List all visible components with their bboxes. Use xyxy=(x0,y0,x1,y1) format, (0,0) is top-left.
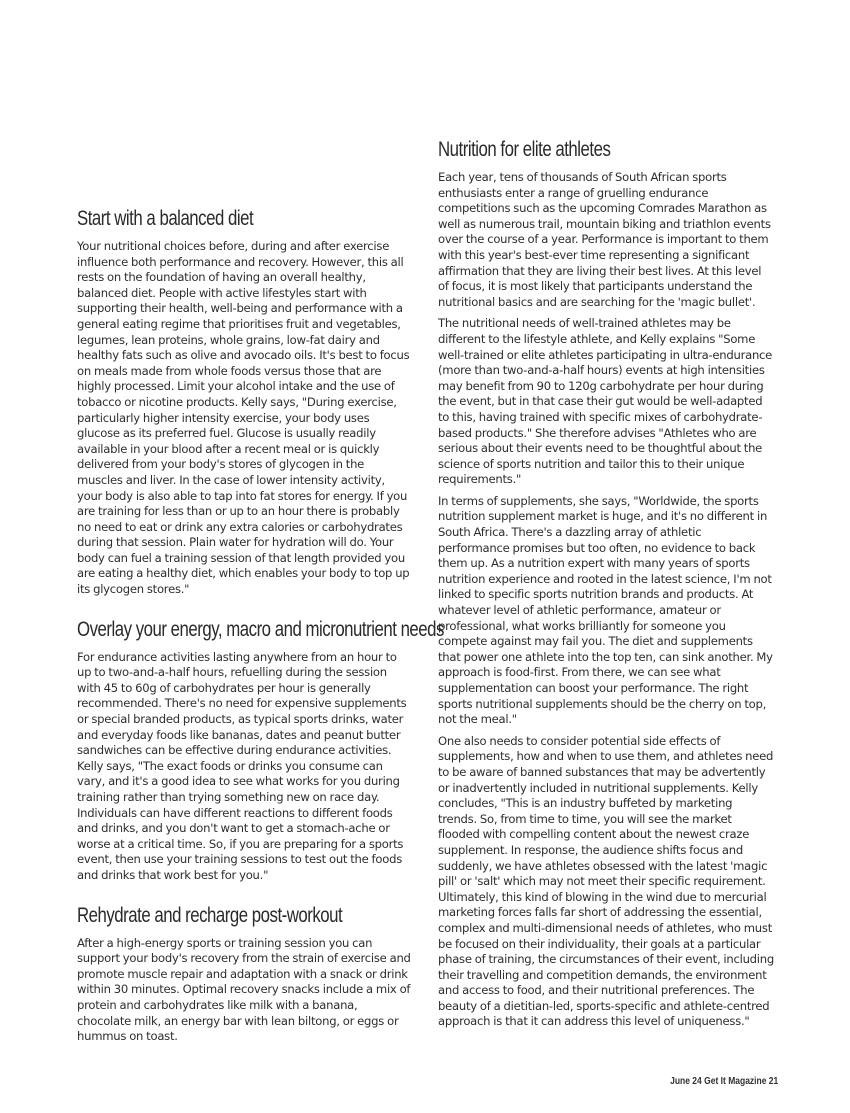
section-heading: Start with a balanced diet xyxy=(77,207,254,230)
section-heading: Overlay your energy, macro and micronutrient needs xyxy=(77,617,444,641)
body-paragraph: After a high-energy sports or training session you can support your body's recovery from the strain of exercise and promote muscle repair and adaptation with a snack or drink within 30 minutes. Optimal recovery snacks include a mix of protein and carbohydrates like milk with a banana, chocolate milk, an energy bar with lean biltong, or eggs or hummus on toast. xyxy=(77,935,411,1044)
section-heading: Nutrition for elite athletes xyxy=(438,138,611,161)
section-energy-needs xyxy=(77,616,444,884)
body-paragraph: The nutritional needs of well-trained athletes may be different to the lifestyle athlete, and Kelly explains "Some well-trained or elite athletes participating in ultra-endurance (more than two-and-a-half hours) events at high intensities may benefit from 90 to 120g carbohydrate per hour during the event, but in that case their gut would be well-adapted to this, having trained with specific mixes of carbohydrate-based products." She therefore advises "Athletes who are serious about their events need to be thoughtful about the science of sports nutrition and tailor this to their unique requirements." xyxy=(438,316,773,487)
section-elite-athletes xyxy=(438,136,774,1030)
body-paragraph: Each year, tens of thousands of South African sports enthusiasts enter a range of gruelling endurance competitions such as the upcoming Comrades Marathon as well as numerous trail, mountain biking and triathlon events over the course of a year. Performance is important to them with this year's best-ever time representing a significant affirmation that they are living their best lives. At this level of focus, it is most likely that participants understand the nutritional basics and are searching for the 'magic bullet'. xyxy=(438,170,771,309)
body-paragraph: Your nutritional choices before, during and after exercise influence both performance and recovery. However, this all rests on the foundation of having an overall healthy, balanced diet. People with active lifestyles start with supporting their health, well-being and performance with a general eating regime that prioritises fruit and vegetables, legumes, lean proteins, whole grains, low-fat dairy and healthy fats such as olive and avocado oils. It's best to focus on meals made from whole foods versus those that are highly processed. Limit your alcohol intake and the use of tobacco or nicotine products. Kelly says, "During exercise, particularly higher intensity exercise, your body uses glucose as its preferred fuel. Glucose is usually readily available in your blood after a recent meal or is quickly delivered from your body's stores of glycogen in the muscles and liver. In the case of lower intensity activity, your body is also able to tap into fat stores for energy. If you are training for less than or up to an hour there is probably no need to eat or drink any extra calories or carbohydrates during that session. Plain water for hydration will do. Your body can fuel a training session of that length provided you are eating a healthy diet, which enables your body to top up its glycogen stores." xyxy=(77,239,410,597)
page-footer: June 24 Get It Magazine 21 xyxy=(669,1076,778,1087)
section-heading: Rehydrate and recharge post-workout xyxy=(77,903,343,927)
body-paragraph: For endurance activities lasting anywhere from an hour to up to two-and-a-half hours, refuelling during the session with 45 to 60g of carbohydrates per hour is generally recommended. There's no need for expensive supplements or special branded products, as typical sports drinks, water and everyday foods like bananas, dates and peanut butter sandwiches can be effective during endurance activities. Kelly says, "The exact foods or drinks you consume can vary, and it's a good idea to see what works for you during training rather than trying something new on race day. Individuals can have different reactions to different foods and drinks, and you don't want to get a stomach-ache or worse at a critical time. So, if you are preparing for a sports event, then use your training sessions to test out the foods and drinks that work best for you." xyxy=(77,649,407,882)
right-column xyxy=(438,136,774,1048)
body-paragraph: In terms of supplements, she says, "Worldwide, the sports nutrition supplement market is huge, and it's no different in South Africa. There's a dazzling array of athletic performance promises but too often, no evidence to back them up. As a nutrition expert with many years of sports nutrition experience and rooted in the latest science, I'm not linked to specific sports nutrition brands and products. At whatever level of athletic performance, amateur or professional, what works brilliantly for someone you compete against may fail you. The diet and supplements that power one athlete into the top ten, can sink another. My approach is food-first. From there, we can see what supplementation can boost your performance. The right sports nutritional supplements should be the cherry on top, not the meal." xyxy=(438,493,773,727)
section-rehydrate xyxy=(77,902,412,1045)
section-balanced-diet xyxy=(77,205,412,598)
left-column xyxy=(77,205,444,1063)
body-paragraph: One also needs to consider potential side effects of supplements, how and when to use them, and athletes need to be aware of banned substances that may be advertently or inadvertently included in nutritional supplements. Kelly concludes, "This is an industry buffeted by marketing trends. So, from time to time, you will see the market flooded with compelling content about the newest craze supplement. In response, the audience shifts focus and suddenly, we have athletes obsessed with the latest 'magic pill' or 'salt' which may not meet their specific requirement. Ultimately, this kind of blowing in the wind due to mercurial marketing forces falls far short of addressing the essential, complex and multi-dimensional needs of athletes, who must be focused on their individuality, their goals at a particular phase of training, the circumstances of their event, including their travelling and competition demands, the environment and access to food, and their nutritional preferences. The beauty of a dietitian-led, sports-specific and athlete-centred approach is that it can address this level of uniqueness." xyxy=(438,733,774,1029)
